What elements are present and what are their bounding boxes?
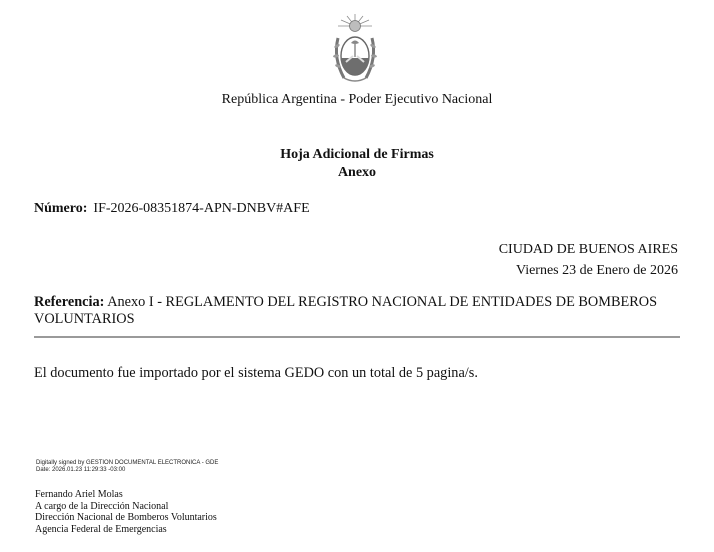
numero-label: Número: [34,201,88,216]
date: Viernes 23 de Enero de 2026 [515,263,678,278]
document-title-block [0,146,714,182]
referencia-label: Referencia: [34,294,105,310]
digital-signature-stamp [36,460,218,474]
document-number [34,201,310,217]
government-header: República Argentina - Poder Ejecutivo Nacional [221,92,493,107]
body-text: El documento fue importado por el sistema GEDO con un total de 5 pagina/s. [34,365,478,381]
digital-signed-by: Digitally signed by GESTION DOCUMENTAL ELECTRONICA - GDE [36,460,219,466]
city: CIUDAD DE BUENOS AIRES [498,242,678,257]
document-title: Hoja Adicional de Firmas [280,147,434,162]
digital-signed-date: Date: 2026.01.23 11:29:33 -03:00 [36,467,126,473]
signer-block [35,489,217,535]
divider [34,336,680,338]
signer-department: Dirección Nacional de Bomberos Voluntarios [35,512,217,523]
referencia-value: Anexo I - REGLAMENTO DEL REGISTRO NACIONAL DE ENTIDADES DE BOMBEROS VOLUNTARIOS [34,294,658,327]
signer-role: A cargo de la Dirección Nacional [35,500,169,512]
signer-agency: Agencia Federal de Emergencias [35,523,167,535]
coat-of-arms-seal [330,12,380,88]
signer-name: Fernando Ariel Molas [35,489,123,500]
reference [34,294,674,328]
place-date-block [499,239,678,281]
numero-value: IF-2026-08351874-APN-DNBV#AFE [93,201,310,216]
document-subtitle: Anexo [337,165,377,180]
